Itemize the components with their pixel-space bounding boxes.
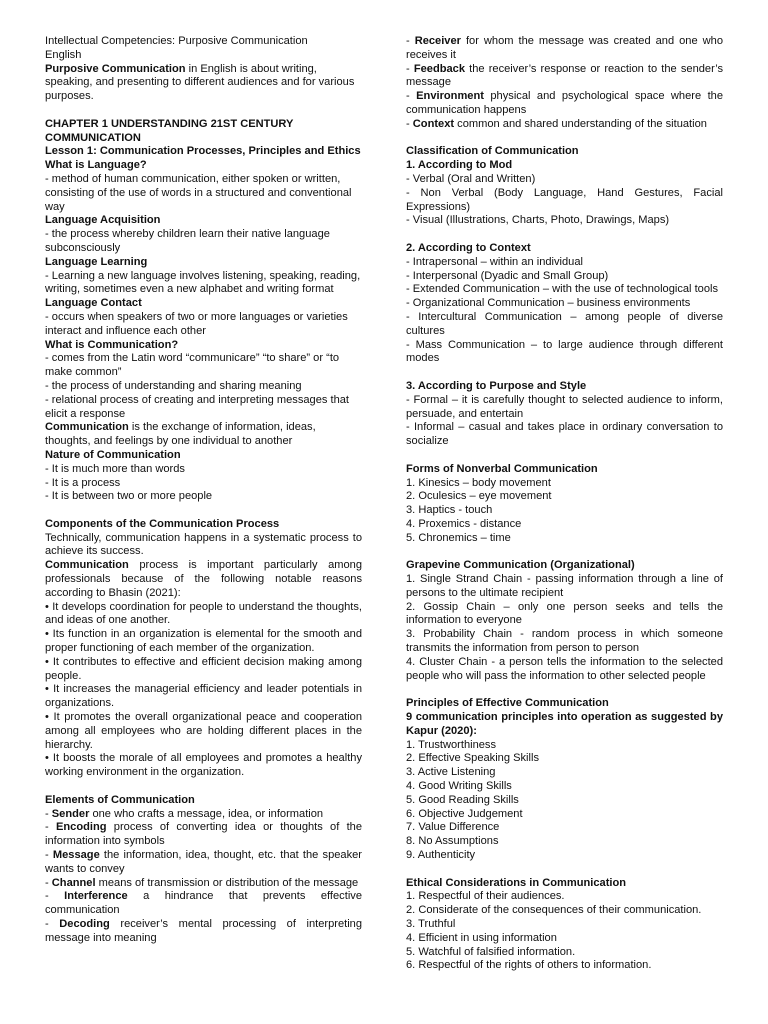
list-item: 2. Oculesics – eye movement [406, 490, 552, 503]
list-item: 3. Active Listening [406, 766, 496, 779]
list-item: - the process of understanding and sharing meaning [45, 379, 302, 392]
element-desc: receiver’s mental processing of interpreting message into meaning [45, 918, 362, 944]
element-term: Channel [51, 876, 96, 889]
element-term: Receiver [414, 35, 461, 47]
list-item: - Intrapersonal – within an individual [406, 255, 583, 268]
list-item: 5. Chronemics – time [406, 531, 511, 544]
element-desc: physical and psychological space where the communication happens [406, 90, 723, 116]
element-term: Encoding [55, 821, 107, 834]
list-item: 4. Cluster Chain - a person tells the information to the selected people who will pass the information to other selected people [406, 655, 723, 682]
list-item: - Mass Communication – to large audience through different modes [406, 338, 723, 365]
list-item: 3. Truthful [406, 918, 456, 930]
bullet-item: • It promotes the overall organizational peace and cooperation among all employees who are holding different places in the hierarchy. [45, 711, 362, 751]
section-text: - method of human communication, either spoken or written, consisting of the use of words in a structured and conventional way [45, 172, 352, 213]
list-item: - Formal – it is carefully thought to selected audience to inform, persuade, and entertain [406, 393, 723, 420]
element-term: Feedback [413, 62, 466, 75]
element-item: - Interference a hindrance that prevents effective communication [45, 890, 362, 917]
section-heading: Components of the Communication Process [45, 517, 280, 530]
section-heading: Ethical Considerations in Communication [406, 876, 627, 889]
list-item: 2. Gossip Chain – only one person seeks and tells the information to everyone [406, 600, 723, 627]
element-item: - Channel means of transmission or distribution of the message [45, 876, 359, 889]
section-heading: Forms of Nonverbal Communication [406, 462, 598, 475]
bullet-item: • It develops coordination for people to understand the thoughts, and ideas of one another. [45, 600, 362, 627]
list-item: - Extended Communication – with the use of technological tools [406, 283, 719, 296]
bullet-item: • It contributes to effective and efficient decision making among people. [45, 655, 362, 682]
element-item: - Environment physical and psychological space where the communication happens [406, 90, 723, 116]
list-item: 1. Kinesics – body movement [406, 476, 551, 489]
list-item: - Non Verbal (Body Language, Hand Gestures, Facial Expressions) [406, 186, 723, 213]
subsection-heading: 1. According to Mod [406, 159, 513, 172]
element-item: - Message the information, idea, thought, etc. that the speaker wants to convey [45, 849, 362, 875]
lesson-title: Lesson 1: Communication Processes, Principles and Ethics [45, 145, 361, 158]
intro-paragraph [45, 63, 362, 104]
list-item: 1. Trustworthiness [406, 738, 497, 751]
element-term: Interference [64, 890, 128, 903]
list-item: 5. Watchful of falsified information. [406, 945, 576, 958]
chapter-title: CHAPTER 1 UNDERSTANDING 21ST CENTURY COMMUNICATION [45, 117, 294, 144]
right-column [406, 35, 723, 973]
subsection-heading: 2. According to Context [406, 241, 531, 254]
section-text: - the process whereby children learn their native language subconsciously [45, 228, 330, 254]
list-item: - It is a process [45, 476, 121, 489]
element-desc: the information, idea, thought, etc. that the speaker wants to convey [45, 849, 362, 875]
list-item: - Informal – casual and takes place in ordinary conversation to socialize [406, 421, 723, 448]
intro-text: in English is about writing, speaking, and presenting to different audiences and for various purposes. [45, 62, 355, 103]
list-item: - Interpersonal (Dyadic and Small Group) [406, 269, 609, 282]
list-item: 4. Good Writing Skills [406, 780, 512, 793]
section-heading: Elements of Communication [45, 793, 195, 806]
element-desc: process of converting idea or thoughts of the information into symbols [45, 821, 362, 848]
header-line: English [45, 48, 82, 61]
element-desc: for whom the message was created and one who receives it [406, 35, 723, 61]
element-desc: one who crafts a message, idea, or information [89, 807, 324, 820]
bhasin-text: process is important particularly among professionals because of the following notable reasons according to Bhasin (2021): [45, 559, 362, 599]
element-desc: common and shared understanding of the situation [454, 117, 707, 130]
section-heading: What is Communication? [45, 338, 179, 351]
list-item: 4. Proxemics - distance [406, 517, 522, 530]
section-heading: Language Contact [45, 297, 142, 310]
list-item: - Intercultural Communication – among people of diverse cultures [406, 310, 723, 337]
section-heading: Grapevine Communication (Organizational) [406, 559, 635, 572]
list-item: 4. Efficient in using information [406, 931, 557, 944]
definition-term: Communication [45, 421, 129, 434]
section-heading: Language Learning [45, 255, 148, 268]
element-item: - Encoding process of converting idea or thoughts of the information into symbols [45, 821, 362, 848]
list-item: - It is much more than words [45, 462, 185, 475]
element-desc: a hindrance that prevents effective communication [45, 890, 362, 917]
list-item: 9. Authenticity [406, 849, 476, 862]
element-desc: means of transmission or distribution of the message [95, 876, 359, 889]
bullet-item: • It increases the managerial efficiency and leader potentials in organizations. [45, 683, 362, 710]
list-item: 3. Probability Chain - random process in which someone transmits the information from person to person [406, 628, 723, 655]
section-heading: Principles of Effective Communication [406, 697, 609, 710]
definition-paragraph [45, 421, 362, 449]
bhasin-paragraph [45, 559, 362, 600]
section-text: Technically, communication happens in a systematic process to achieve its success. [45, 531, 362, 558]
list-item: 2. Considerate of the consequences of their communication. [406, 904, 702, 917]
element-item: - Context common and shared understanding of the situation [406, 117, 707, 130]
list-item: - Visual (Illustrations, Charts, Photo, Drawings, Maps) [406, 214, 670, 227]
element-term: Context [412, 117, 455, 130]
subsection-heading: 3. According to Purpose and Style [406, 379, 587, 392]
element-term: Decoding [59, 918, 110, 930]
list-item: 1. Respectful of their audiences. [406, 890, 565, 903]
element-term: Message [52, 849, 100, 862]
bhasin-term: Communication [45, 559, 129, 572]
element-item: - Feedback the receiver’s response or reaction to the sender’s message [406, 62, 724, 89]
element-item: - Receiver for whom the message was created and one who receives it [406, 35, 723, 61]
list-item: - Verbal (Oral and Written) [406, 172, 536, 185]
list-item: 1. Single Strand Chain - passing information through a line of persons to the ultimate recipient [406, 573, 723, 599]
element-item: - Decoding receiver’s mental processing of interpreting message into meaning [45, 918, 362, 944]
section-text: - Learning a new language involves listening, speaking, reading, writing, sometimes even a new alphabet and writing format [45, 269, 361, 296]
list-item: - relational process of creating and interpreting messages that elicit a response [45, 393, 350, 420]
list-item: 7. Value Difference [406, 821, 500, 834]
list-item: - It is between two or more people [45, 490, 213, 503]
bullet-item: • It boosts the morale of all employees and promotes a healthy working environment in the organization. [45, 752, 362, 779]
list-item: 8. No Assumptions [406, 835, 499, 848]
section-heading: Classification of Communication [406, 145, 579, 158]
list-item: - comes from the Latin word “communicare” “to share” or “to make common” [45, 352, 340, 379]
list-item: 3. Haptics - touch [406, 504, 493, 517]
section-text: - occurs when speakers of two or more languages or varieties interact and influence each other [45, 310, 348, 337]
definition-text: is the exchange of information, ideas, thoughts, and feelings by one individual to another [45, 421, 316, 448]
bullet-item: • Its function in an organization is elemental for the smooth and proper functioning of each member of the organization. [45, 628, 362, 655]
list-item: - Organizational Communication – business environments [406, 297, 691, 310]
element-desc: the receiver’s response or reaction to the sender’s message [406, 62, 724, 89]
intro-term: Purposive Communication [45, 62, 186, 75]
element-item: - Sender one who crafts a message, idea, or information [45, 807, 324, 820]
left-column [45, 35, 362, 946]
element-term: Environment [416, 90, 484, 103]
list-item: 6. Objective Judgement [406, 807, 523, 820]
list-item: 2. Effective Speaking Skills [406, 752, 539, 765]
subsection-heading: 9 communication principles into operation as suggested by Kapur (2020): [406, 711, 723, 737]
section-heading: Nature of Communication [45, 448, 181, 461]
list-item: 5. Good Reading Skills [406, 793, 519, 806]
header-line: Intellectual Competencies: Purposive Communication [45, 35, 308, 47]
section-heading: What is Language? [45, 159, 147, 172]
element-term: Sender [51, 807, 90, 820]
section-heading: Language Acquisition [45, 214, 161, 227]
list-item: 6. Respectful of the rights of others to information. [406, 959, 652, 972]
